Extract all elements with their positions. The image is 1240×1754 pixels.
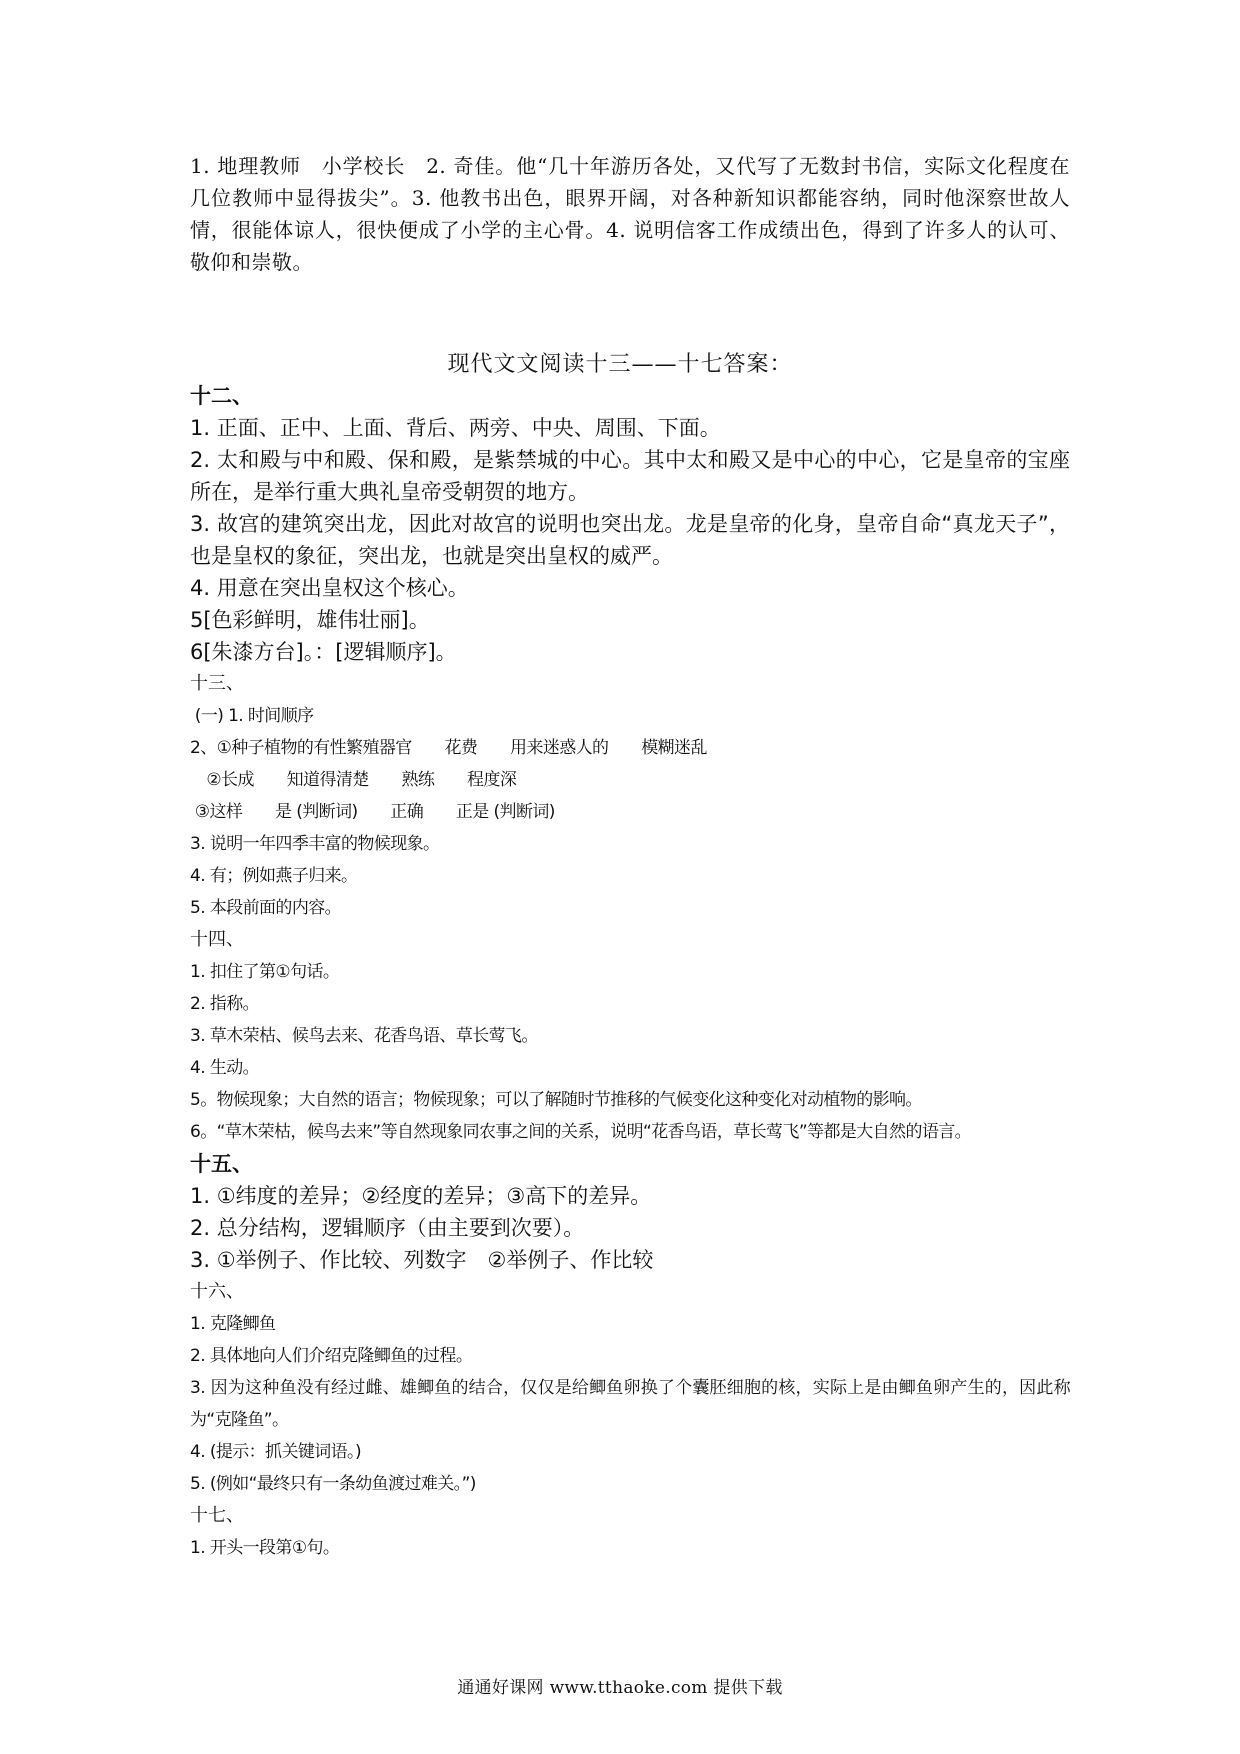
- answer-line: 3. 草木荣枯、候鸟去来、花香鸟语、草长莺飞。: [190, 1026, 538, 1046]
- answer-line: 2. 具体地向人们介绍克隆鲫鱼的过程。: [190, 1346, 473, 1366]
- answer-line: 3. 故宫的建筑突出龙，因此对故宫的说明也突出龙。龙是皇帝的化身，皇帝自命“真龙天子”，也是皇权的象征，突出龙，也就是突出皇权的威严。: [190, 512, 1070, 568]
- section-heading-15: 十五、: [190, 1152, 253, 1176]
- answer-line: 4. (提示：抓关键词语。): [190, 1442, 361, 1462]
- answer-line: 2、①种子植物的有性繁殖器官 花费 用来迷惑人的 模糊迷乱: [190, 738, 707, 758]
- section-heading-17: 十七、: [190, 1505, 244, 1526]
- answer-line: (一) 1. 时间顺序: [190, 706, 314, 726]
- answer-line: 2. 指称。: [190, 994, 260, 1014]
- answer-line: 3. 因为这种鱼没有经过雌、雄鲫鱼的结合，仅仅是给鲫鱼卵换了个囊胚细胞的核，实际上是由鲫鱼卵产生的，因此称为“克隆鱼”。: [190, 1378, 1070, 1430]
- answer-line: 1. 克隆鲫鱼: [190, 1314, 276, 1334]
- section-heading-16: 十六、: [190, 1281, 244, 1302]
- answer-line: 4. 用意在突出皇权这个核心。: [190, 576, 469, 600]
- answer-line: 5. (例如“最终只有一条幼鱼渡过难关。”): [190, 1474, 476, 1494]
- answer-line: 5. 本段前面的内容。: [190, 898, 342, 918]
- intro-paragraph: 1. 地理教师 小学校长 2. 奇佳。他“几十年游历各处，又代写了无数封书信，实际文化程度在几位教师中显得拔尖”。3. 他教书出色，眼界开阔，对各种新知识都能容纳，同时他深察世故人情，很能体谅人，很快便成了小学的主心骨。4. 说明信客工作成绩出色，得到了许多人的认可、敬仰和崇敬。: [190, 154, 1070, 274]
- answer-line: 6[朱漆方台]。：[逻辑顺序]。: [190, 640, 457, 664]
- answers-body: [190, 380, 1070, 1564]
- section-heading-13: 十三、: [190, 673, 244, 694]
- page-footer: 通通好课网 www.tthaoke.com 提供下载: [457, 1678, 783, 1698]
- page-title: 现代文文阅读十三——十七答案：: [447, 352, 793, 377]
- answer-line: 5[色彩鲜明，雄伟壮丽]。: [190, 608, 430, 632]
- answer-line: ③这样 是 (判断词) 正确 正是 (判断词): [190, 802, 555, 822]
- answer-line: 3. 说明一年四季丰富的物候现象。: [190, 834, 440, 854]
- answer-line: 6。“草木荣枯，候鸟去来”等自然现象同农事之间的关系，说明“花香鸟语，草长莺飞”等都是大自然的语言。: [190, 1122, 972, 1142]
- answer-line: 3. ①举例子、作比较、列数字 ②举例子、作比较: [190, 1248, 654, 1272]
- answer-line: 1. 开头一段第①句。: [190, 1538, 340, 1558]
- answer-line: 4. 生动。: [190, 1058, 260, 1078]
- answer-line: ②长成 知道得清楚 熟练 程度深: [190, 770, 517, 790]
- section-heading-12: 十二、: [190, 384, 253, 408]
- answer-line: 4. 有；例如燕子归来。: [190, 866, 358, 886]
- answer-line: 1. 正面、正中、上面、背后、两旁、中央、周围、下面。: [190, 416, 721, 440]
- answer-line: 2. 太和殿与中和殿、保和殿，是紫禁城的中心。其中太和殿又是中心的中心，它是皇帝的宝座所在，是举行重大典礼皇帝受朝贺的地方。: [190, 448, 1070, 504]
- answer-line: 1. 扣住了第①句话。: [190, 962, 340, 982]
- section-heading-14: 十四、: [190, 929, 244, 950]
- answer-line: 5。物候现象；大自然的语言；物候现象；可以了解随时节推移的气候变化这种变化对动植物的影响。: [190, 1090, 922, 1110]
- answer-line: 1. ①纬度的差异；②经度的差异；③高下的差异。: [190, 1184, 652, 1208]
- answer-line: 2. 总分结构，逻辑顺序（由主要到次要）。: [190, 1216, 585, 1240]
